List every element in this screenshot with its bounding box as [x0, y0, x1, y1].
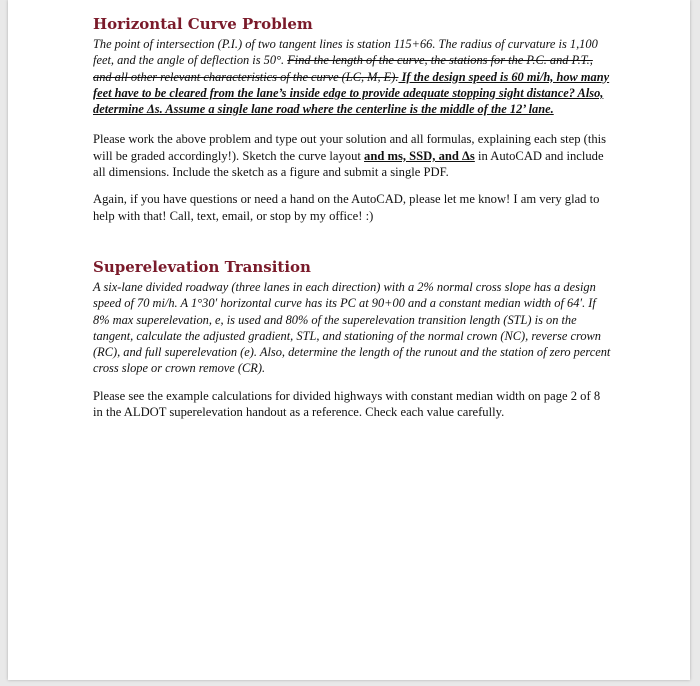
help-paragraph: Again, if you have questions or need a hand on the AutoCAD, please let me know! I am very glad to help with that! Call, text, email, or stop by my office! :) [93, 192, 600, 223]
superelevation-heading: Superelevation Transition [93, 257, 311, 276]
struck-text: Find the length of the curve, the stations for the P.C. and P.T., and all other relevant characteristics of the curve (LC, M, E). [93, 53, 593, 84]
superelevation-problem: A six-lane divided roadway (three lanes in each direction) with a 2% normal cross slope has a design speed of 70 mi/h. A 1°30′ horizontal curve has its PC at 90+00 and a constant median width of 64′. If 8% max superelevation, e, is used and 80% of the superelevation transition length (STL) is on the tangent, calculate the adjusted gradient, STL, and stationing of the normal crown (NC), reverse crown (RC), and full superelevation (e). Also, determine the length of the runout and the station of zero percent cross slope or crown remove (CR). [93, 279, 611, 376]
emphasized-question: If the design speed is 60 mi/h, how many feet have to be cleared from the lane’s inside edge to provide adequate stopping sight distance? Also, determine Δs. Assume a single lane road where the centerline is the middle of the 12’ lane. [93, 69, 610, 117]
page-content [93, 14, 613, 420]
horizontal-curve-heading: Horizontal Curve Problem [93, 15, 313, 33]
problem-lead-text: The point of intersection (P.I.) of two tangent lines is station 115+66. The radius of curvature is 1,100 feet, and the angle of deflection is 50°. [93, 37, 598, 68]
instructions-paragraph [93, 131, 613, 180]
document-page [8, 0, 690, 680]
horizontal-curve-problem [93, 36, 613, 117]
instructions-emphasis: and ms, SSD, and Δs [364, 148, 475, 163]
instructions-text-b: in AutoCAD and include all dimensions. Include the sketch as a figure and submit a single PDF. [93, 148, 604, 180]
reference-note: Please see the example calculations for divided highways with constant median width on page 2 of 8 in the ALDOT superelevation handout as a reference. Check each value carefully. [93, 388, 601, 420]
instructions-text-a: Please work the above problem and type out your solution and all formulas, explaining each step (this will be graded accordingly!). Sketch the curve layout [93, 132, 607, 163]
